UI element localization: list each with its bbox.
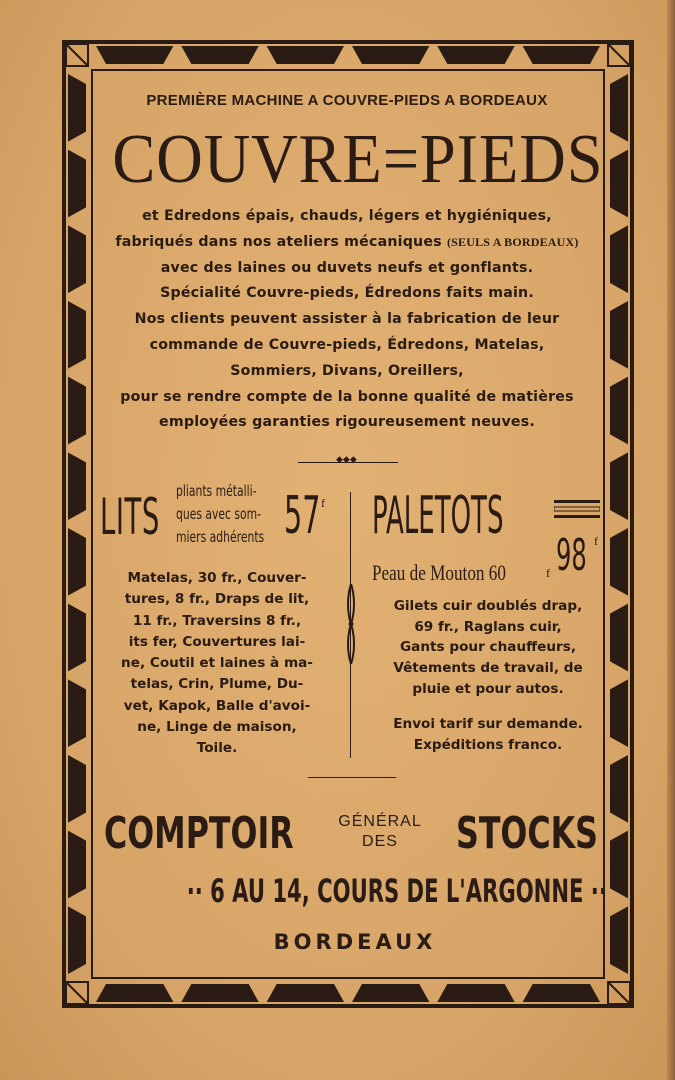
decorative-rule-icon — [554, 499, 600, 519]
border-segment — [610, 604, 628, 672]
lits-text-line: Toile. — [196, 740, 238, 757]
border-segment — [68, 452, 86, 520]
city-name: BORDEAUX — [273, 930, 437, 954]
border-segment — [68, 150, 86, 218]
border-segment — [610, 679, 628, 747]
border-segment — [68, 528, 86, 596]
lits-price: 57 — [284, 486, 321, 546]
border-segment — [523, 984, 600, 1002]
border-segment — [610, 225, 628, 293]
page-edge — [667, 0, 675, 1080]
border-segment — [68, 225, 86, 293]
paletots-text — [370, 596, 606, 700]
lits-text — [100, 568, 334, 760]
paletots-footer-line: Envoi tarif sur demande. — [393, 716, 583, 732]
border-segment — [66, 44, 88, 66]
lits-text-line: vet, Kapok, Balle d'avoi- — [123, 697, 311, 714]
border-segment — [352, 46, 429, 64]
main-title: COUVRE=PIEDS — [112, 121, 604, 198]
border-segment — [267, 984, 344, 1002]
lits-text-line: 11 fr., Traversins 8 fr., — [132, 612, 302, 629]
border-segment — [66, 982, 88, 1004]
border-segment — [608, 982, 630, 1004]
peau-de-mouton-line: Peau de Mouton 60 — [372, 560, 506, 585]
top-line: PREMIÈRE MACHINE A COUVRE-PIEDS A BORDEAUX — [146, 92, 548, 109]
border-segment — [96, 46, 173, 64]
border-segment — [610, 301, 628, 369]
border-segment — [68, 74, 86, 142]
border-segment — [610, 377, 628, 445]
border-segment — [610, 528, 628, 596]
border-segment — [352, 984, 429, 1002]
lits-text-line: ne, Linge de maison, — [137, 719, 297, 736]
footer-divider — [308, 777, 396, 778]
border-segment — [68, 604, 86, 672]
paletots-text-line: Gants pour chauffeurs, — [400, 639, 576, 656]
lits-desc-line: miers adhérents — [176, 528, 265, 546]
border-segment — [610, 906, 628, 974]
lits-desc-line: ques avec som- — [176, 505, 262, 523]
lits-text-line: Matelas, 30 fr., Couver- — [127, 570, 307, 586]
border-segment — [267, 46, 344, 64]
border-segment — [68, 755, 86, 823]
paletots-footer-line: Expéditions franco. — [413, 736, 563, 753]
paletots-price-sup: f — [594, 534, 598, 548]
paletots-text-line: Gilets cuir doublés drap, — [393, 598, 583, 614]
intro-line: employées garanties rigoureusement neuves. — [159, 414, 535, 431]
intro-line — [92, 230, 602, 256]
paletots-price: 98 — [556, 530, 587, 581]
intro-line: Nos clients peuvent assister à la fabrication de leur — [134, 311, 560, 328]
border-segment — [181, 984, 258, 1002]
border-segment — [437, 46, 514, 64]
border-segment — [610, 755, 628, 823]
border-segment — [437, 984, 514, 1002]
lits-heading: LITS — [100, 488, 160, 546]
border-segment — [610, 452, 628, 520]
border-segment — [68, 831, 86, 899]
border-segment — [96, 984, 173, 1002]
paletots-text-line: 69 fr., Raglans cuir, — [414, 618, 562, 635]
paletots-heading: PALETOTS — [372, 486, 504, 546]
intro-line: commande de Couvre-pieds, Édredons, Matelas, — [149, 336, 545, 353]
lits-text-line: ne, Coutil et laines à ma- — [121, 655, 313, 672]
lits-text-line: its fer, Couvertures lai- — [128, 633, 306, 650]
lits-description — [176, 480, 264, 549]
intro-line-note: (SEULS A BORDEAUX) — [446, 234, 579, 249]
intro-line: Sommiers, Divans, Oreillers, — [230, 362, 464, 379]
border-segment — [181, 46, 258, 64]
comptoir-word: COMPTOIR — [104, 808, 294, 859]
intro-line: avec des laines ou duvets neufs et gonflants. — [160, 259, 534, 276]
paletots-footer — [370, 714, 606, 755]
border-segment — [68, 301, 86, 369]
lits-text-line: telas, Crin, Plume, Du- — [130, 676, 304, 693]
border-segment — [523, 46, 600, 64]
border-segment — [68, 679, 86, 747]
general-word: GÉNÉRAL — [338, 813, 422, 830]
intro-paragraph — [92, 204, 602, 436]
address-line: ·· 6 AU 14, COURS DE L'ARGONNE ·· — [186, 872, 607, 910]
border-segment — [610, 74, 628, 142]
lits-text-line: tures, 8 fr., Draps de lit, — [124, 591, 310, 608]
des-word: DES — [362, 833, 398, 850]
border-segment — [610, 831, 628, 899]
lits-price-sup: f — [321, 496, 325, 510]
border-segment — [610, 150, 628, 218]
border-segment — [68, 377, 86, 445]
intro-line-main: fabriqués dans nos ateliers mécaniques — [115, 233, 442, 250]
paletots-text-line: Vêtements de travail, de — [393, 660, 583, 677]
divider-ornament: ◆◆◆ — [336, 455, 357, 465]
border-segment — [68, 906, 86, 974]
border-segment — [608, 44, 630, 66]
paletots-text-line: pluie et pour autos. — [412, 680, 564, 697]
lits-desc-line: pliants métalli- — [176, 482, 257, 500]
intro-line: pour se rendre compte de la bonne qualité de matières — [120, 388, 574, 405]
stocks-word: STOCKS — [456, 808, 598, 859]
separator-ornament — [343, 584, 359, 664]
general-des — [318, 812, 442, 852]
peau-price-sup: f — [546, 566, 550, 580]
intro-line: Spécialité Couvre-pieds, Édredons faits main. — [160, 285, 534, 302]
intro-line: et Edredons épais, chauds, légers et hygiéniques, — [142, 208, 552, 224]
